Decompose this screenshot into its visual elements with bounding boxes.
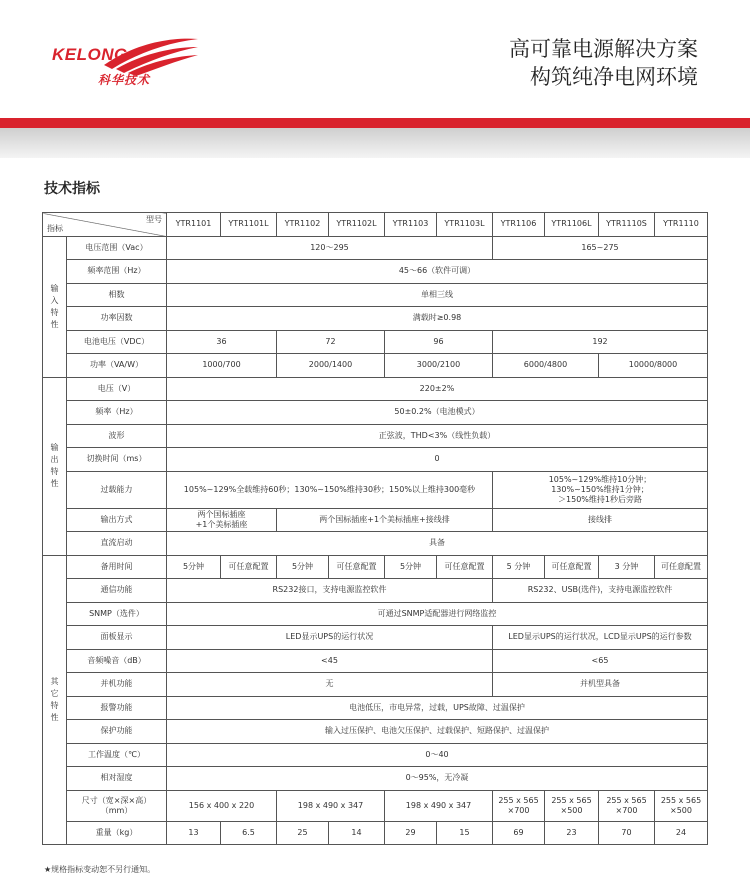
cell: 3000/2100	[385, 354, 493, 378]
row-label: 备用时间	[67, 555, 167, 579]
model-header: YTR1106L	[545, 213, 599, 237]
cell: 输入过压保护、电池欠压保护、过载保护、短路保护、过温保护	[167, 720, 708, 744]
logo-chinese-name: 科华技术	[98, 73, 151, 87]
table-row	[43, 649, 708, 673]
corner-cell	[43, 213, 167, 237]
row-label: 电池电压（VDC）	[67, 330, 167, 354]
cell: 0～40	[167, 743, 708, 767]
cell: 156 x 400 x 220	[167, 790, 277, 821]
cell: 可通过SNMP适配器进行网络监控	[167, 602, 708, 626]
table-row	[43, 821, 708, 845]
cell: 72	[277, 330, 385, 354]
cell: 单相三线	[167, 283, 708, 307]
cell: 120～295	[167, 236, 493, 260]
cell: 并机型具备	[493, 673, 708, 697]
cell: 15	[437, 821, 493, 845]
cell: 70	[599, 821, 655, 845]
table-row	[43, 626, 708, 650]
table-row	[43, 673, 708, 697]
table-row	[43, 743, 708, 767]
row-label: 相对湿度	[67, 767, 167, 791]
row-label: 面板显示	[67, 626, 167, 650]
cell: LED显示UPS的运行状况	[167, 626, 493, 650]
model-header: YTR1101	[167, 213, 221, 237]
table-row	[43, 307, 708, 331]
logo-wordmark: KELONG	[52, 45, 128, 64]
cell: 无	[167, 673, 493, 697]
table-row	[43, 330, 708, 354]
row-label: 音频噪音（dB）	[67, 649, 167, 673]
cell: 36	[167, 330, 277, 354]
row-label: 频率（Hz）	[67, 401, 167, 425]
cell: <65	[493, 649, 708, 673]
cell: 45～66（软件可调）	[167, 260, 708, 284]
row-label: 切换时间（ms）	[67, 448, 167, 472]
cell: 192	[493, 330, 708, 354]
cell: 0	[167, 448, 708, 472]
row-label: 并机功能	[67, 673, 167, 697]
table-row	[43, 790, 708, 821]
table-row	[43, 377, 708, 401]
cell: 255 x 565 ×500	[545, 790, 599, 821]
slogan	[509, 35, 698, 91]
corner-spec-label: 指标	[47, 223, 63, 233]
row-label: 工作温度（℃）	[67, 743, 167, 767]
slogan-line-2: 构筑纯净电网环境	[530, 65, 698, 89]
row-label: 输出方式	[67, 508, 167, 532]
group-output: 输出特性	[43, 377, 67, 555]
cell: <45	[167, 649, 493, 673]
cell: 0～95%，无冷凝	[167, 767, 708, 791]
row-label: 电压范围（Vac）	[67, 236, 167, 260]
header-red-band	[0, 118, 750, 128]
kelong-logo	[46, 35, 206, 95]
row-label: 过载能力	[67, 471, 167, 508]
cell: 两个国标插座+1个美标插座+接线排	[277, 508, 493, 532]
row-label: 功率（VA/W）	[67, 354, 167, 378]
cell: 25	[277, 821, 329, 845]
cell: 5分钟	[167, 555, 221, 579]
table-row	[43, 424, 708, 448]
cell: 5分钟	[385, 555, 437, 579]
cell: 具备	[167, 532, 708, 556]
table-row	[43, 448, 708, 472]
row-label: 尺寸（宽×深×高） （mm）	[67, 790, 167, 821]
spec-table	[42, 212, 708, 845]
cell: 96	[385, 330, 493, 354]
table-row	[43, 471, 708, 508]
cell: 电池低压，市电异常，过载，UPS故障、过温保护	[167, 696, 708, 720]
cell: 3 分钟	[599, 555, 655, 579]
cell: 13	[167, 821, 221, 845]
cell: 两个国标插座 +1个美标插座	[167, 508, 277, 532]
cell: 165~275	[493, 236, 708, 260]
table-row	[43, 401, 708, 425]
group-other: 其它特性	[43, 555, 67, 845]
cell: RS232、USB(选件)，支持电源监控软件	[493, 579, 708, 603]
row-label: SNMP（选件）	[67, 602, 167, 626]
row-label: 保护功能	[67, 720, 167, 744]
row-label: 波形	[67, 424, 167, 448]
footnote: ★规格指标变动恕不另行通知。	[44, 865, 156, 874]
row-label: 重量（kg）	[67, 821, 167, 845]
cell: 198 x 490 x 347	[277, 790, 385, 821]
table-row	[43, 260, 708, 284]
slogan-line-1: 高可靠电源解决方案	[509, 37, 698, 61]
table-row	[43, 720, 708, 744]
row-label: 频率范围（Hz）	[67, 260, 167, 284]
model-header: YTR1110	[655, 213, 708, 237]
cell: 198 x 490 x 347	[385, 790, 493, 821]
cell: 69	[493, 821, 545, 845]
header-gray-band	[0, 128, 750, 158]
cell: 正弦波，THD<3%（线性负载）	[167, 424, 708, 448]
section-title: 技术指标	[44, 181, 100, 197]
table-row	[43, 602, 708, 626]
cell: 可任意配置	[221, 555, 277, 579]
cell: 220±2%	[167, 377, 708, 401]
table-row	[43, 579, 708, 603]
cell: 接线排	[493, 508, 708, 532]
table-row	[43, 508, 708, 532]
cell: 23	[545, 821, 599, 845]
cell: 5分钟	[277, 555, 329, 579]
cell: 24	[655, 821, 708, 845]
cell: 可任意配置	[655, 555, 708, 579]
row-label: 功率因数	[67, 307, 167, 331]
row-label: 相数	[67, 283, 167, 307]
cell: 105%~129%全载维持60秒；130%~150%维持30秒；150%以上维持300毫秒	[167, 471, 493, 508]
row-label: 报警功能	[67, 696, 167, 720]
model-header: YTR1103	[385, 213, 437, 237]
cell: 105%~129%维持10分钟； 130%~150%维持1分钟； ＞150%维持1秒后旁路	[493, 471, 708, 508]
corner-model-label: 型号	[146, 215, 162, 224]
cell: RS232接口，支持电源监控软件	[167, 579, 493, 603]
cell: 10000/8000	[599, 354, 708, 378]
cell: 可任意配置	[329, 555, 385, 579]
model-header: YTR1103L	[437, 213, 493, 237]
model-header: YTR1102	[277, 213, 329, 237]
cell: 可任意配置	[545, 555, 599, 579]
row-label: 直流启动	[67, 532, 167, 556]
model-header: YTR1110S	[599, 213, 655, 237]
group-input: 输入特性	[43, 236, 67, 377]
table-header-row	[43, 213, 708, 237]
cell: 满载时≥0.98	[167, 307, 708, 331]
table-row	[43, 354, 708, 378]
cell: 可任意配置	[437, 555, 493, 579]
cell: 2000/1400	[277, 354, 385, 378]
cell: 14	[329, 821, 385, 845]
cell: LED显示UPS的运行状况，LCD显示UPS的运行参数	[493, 626, 708, 650]
table-row	[43, 236, 708, 260]
cell: 50±0.2%（电池模式）	[167, 401, 708, 425]
cell: 5 分钟	[493, 555, 545, 579]
cell: 255 x 565 ×500	[655, 790, 708, 821]
model-header: YTR1102L	[329, 213, 385, 237]
cell: 255 x 565 ×700	[493, 790, 545, 821]
table-row	[43, 283, 708, 307]
cell: 1000/700	[167, 354, 277, 378]
table-row	[43, 532, 708, 556]
table-row	[43, 696, 708, 720]
table-row	[43, 555, 708, 579]
model-header: YTR1106	[493, 213, 545, 237]
cell: 255 x 565 ×700	[599, 790, 655, 821]
row-label: 通信功能	[67, 579, 167, 603]
cell: 29	[385, 821, 437, 845]
table-row	[43, 767, 708, 791]
cell: 6000/4800	[493, 354, 599, 378]
cell: 6.5	[221, 821, 277, 845]
row-label: 电压（V）	[67, 377, 167, 401]
model-header: YTR1101L	[221, 213, 277, 237]
